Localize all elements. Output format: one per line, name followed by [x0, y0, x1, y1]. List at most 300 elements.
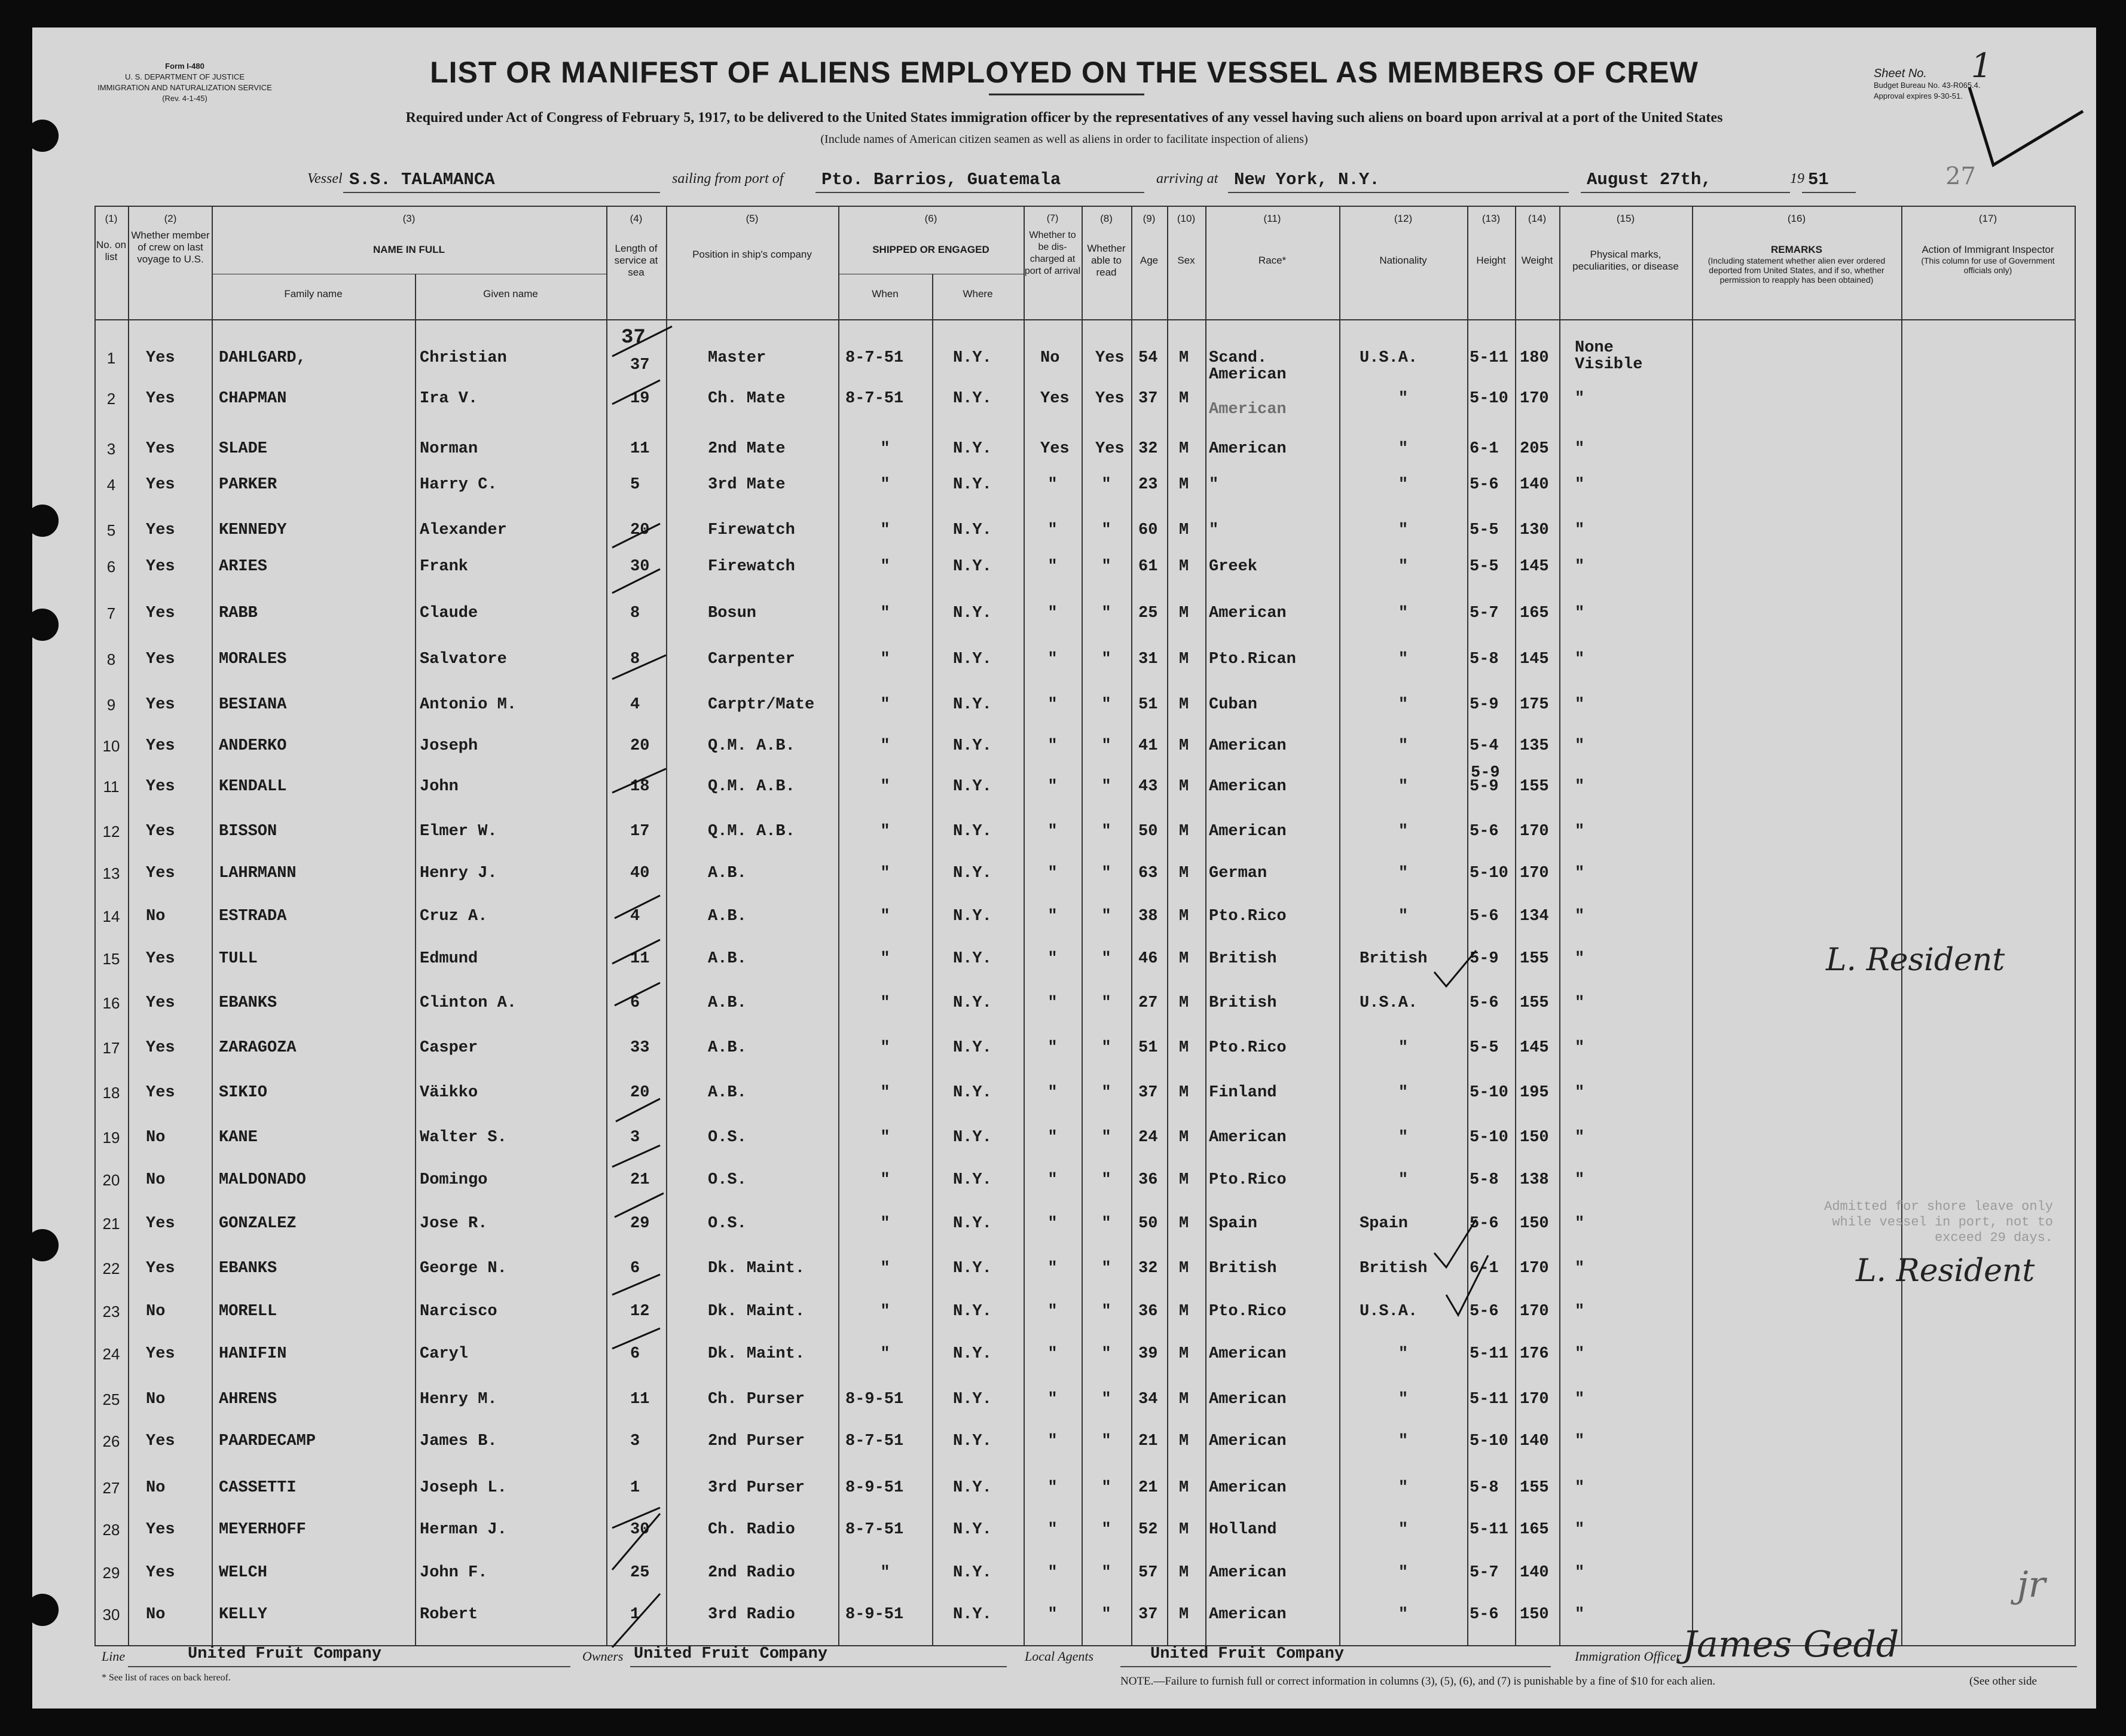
prev-voyage: Yes [146, 650, 175, 668]
length-of-service: 33 [630, 1039, 650, 1057]
discharged: " [1047, 1215, 1058, 1233]
given-name: John F. [420, 1564, 488, 1582]
race-row2-overprint: American [1209, 366, 1287, 384]
column-divider [1131, 206, 1132, 1646]
approval-expiry: Approval expires 9-30-51. [1874, 91, 1963, 100]
shipped-where: N.Y. [953, 440, 992, 458]
form-number: Form I-480 [165, 62, 204, 71]
shipped-when: " [880, 1129, 890, 1147]
position: Dk. Maint. [708, 1260, 805, 1277]
nationality: Spain [1360, 1215, 1409, 1233]
col-8-header [1082, 213, 1131, 279]
column-divider [1167, 206, 1168, 1646]
race: Greek [1209, 558, 1258, 576]
position: Ch. Mate [708, 390, 786, 408]
col-7-num: (7) [1046, 213, 1059, 224]
length-of-service: 8 [630, 650, 640, 668]
column-divider [94, 206, 96, 1646]
nationality: " [1398, 1345, 1409, 1363]
weight: 175 [1520, 696, 1549, 714]
family-name: KELLY [219, 1606, 268, 1624]
nationality: " [1398, 650, 1409, 668]
age: 51 [1138, 696, 1158, 714]
height: 5-4 [1470, 737, 1499, 755]
column-divider [1901, 206, 1902, 1646]
family-name: RABB [219, 604, 258, 622]
prev-voyage: No [146, 1390, 166, 1408]
length-of-service: 11 [630, 440, 650, 458]
owners-value: United Fruit Company [634, 1645, 828, 1663]
col-6-num: (6) [924, 213, 937, 224]
length-of-service: 1 [630, 1479, 640, 1497]
nationality: " [1398, 440, 1409, 458]
able-to-read: " [1101, 778, 1111, 796]
row-number: 18 [102, 1084, 120, 1102]
weight: 155 [1520, 994, 1549, 1012]
position: Carptr/Mate [708, 696, 815, 714]
race: American [1209, 401, 1287, 418]
sex: M [1179, 737, 1189, 755]
row-number: 30 [102, 1606, 120, 1624]
position: O.S. [708, 1171, 747, 1189]
race: Holland [1209, 1521, 1277, 1539]
discharged: " [1047, 696, 1058, 714]
sex: M [1179, 778, 1189, 796]
length-of-service: 3 [630, 1129, 640, 1147]
prev-voyage: Yes [146, 476, 175, 494]
officer-label: Immigration Officer [1575, 1649, 1681, 1664]
row-number: 13 [102, 864, 120, 882]
age: 54 [1138, 349, 1158, 367]
shipped-where: N.Y. [953, 1345, 992, 1363]
able-to-read: " [1101, 864, 1111, 882]
race: American [1209, 1129, 1287, 1147]
shipped-when: " [880, 604, 890, 622]
height: 5-7 [1470, 1564, 1499, 1582]
able-to-read: " [1101, 1606, 1111, 1624]
shipped-where: N.Y. [953, 1215, 992, 1233]
col-1-num: (1) [105, 213, 118, 224]
discharged: Yes [1040, 440, 1070, 458]
shipped-where: N.Y. [953, 823, 992, 841]
physical-marks: " [1575, 390, 1585, 408]
row-number: 6 [106, 558, 116, 576]
able-to-read: " [1101, 1084, 1111, 1102]
able-to-read: " [1101, 823, 1111, 841]
agents-value: United Fruit Company [1150, 1645, 1345, 1663]
manifest-sheet [32, 27, 2096, 1709]
row-number: 25 [102, 1390, 120, 1408]
race: Scand. [1209, 349, 1267, 367]
row-number: 2 [106, 390, 116, 408]
weight: 165 [1520, 1521, 1549, 1539]
height: 5-10 [1470, 1129, 1508, 1147]
position: Q.M. A.B. [708, 823, 795, 841]
row-number: 14 [102, 907, 120, 925]
shipped-when: " [880, 994, 890, 1012]
sex: M [1179, 1606, 1189, 1624]
race: British [1209, 994, 1277, 1012]
weight: 138 [1520, 1171, 1549, 1189]
shipped-when: " [880, 650, 890, 668]
given-name: Frank [420, 558, 469, 576]
table-top-border [94, 206, 2076, 207]
sex: M [1179, 1479, 1189, 1497]
age: 24 [1138, 1129, 1158, 1147]
weight: 170 [1520, 1303, 1549, 1321]
nationality: U.S.A. [1360, 1303, 1418, 1321]
given-name: Väikko [420, 1084, 478, 1102]
shipped-where: N.Y. [953, 476, 992, 494]
family-name: BESIANA [219, 696, 287, 714]
able-to-read: " [1101, 650, 1111, 668]
shipped-when: 8-7-51 [845, 1521, 904, 1539]
sex: M [1179, 1039, 1189, 1057]
able-to-read: " [1101, 476, 1111, 494]
family-name: ESTRADA [219, 907, 287, 925]
age: 25 [1138, 604, 1158, 622]
prev-voyage: Yes [146, 1521, 175, 1539]
discharged: " [1047, 1260, 1058, 1277]
row-number: 9 [106, 696, 116, 714]
position: Ch. Radio [708, 1521, 795, 1539]
age: 43 [1138, 778, 1158, 796]
shipped-when: " [880, 864, 890, 882]
sex: M [1179, 1215, 1189, 1233]
age: 23 [1138, 476, 1158, 494]
length-of-service: 18 [630, 778, 650, 796]
given-name: Casper [420, 1039, 478, 1057]
shipped-when: 8-9-51 [845, 1479, 904, 1497]
length-of-service: 40 [630, 864, 650, 882]
column-divider [1692, 206, 1693, 1646]
length-of-service: 37 [630, 356, 650, 374]
given-name: Walter S. [420, 1129, 507, 1147]
prev-voyage: Yes [146, 1564, 175, 1582]
col-13-header [1467, 213, 1515, 267]
nationality: " [1398, 907, 1409, 925]
column-divider [212, 206, 213, 1646]
shipped-where: N.Y. [953, 1260, 992, 1277]
col-16-header [1692, 213, 1901, 285]
row-number: 23 [102, 1303, 120, 1321]
age: 27 [1138, 994, 1158, 1012]
able-to-read: " [1101, 1521, 1111, 1539]
subtitle: Required under Act of Congress of February 5, 1917, to be delivered to the United States immigration officer by the representatives of any vessel having such aliens on board upon arrival at a port of the United States [405, 110, 1723, 126]
col-3-header [212, 213, 606, 256]
sex: M [1179, 1129, 1189, 1147]
position: 3rd Mate [708, 476, 786, 494]
family-name: SLADE [219, 440, 268, 458]
nationality: " [1398, 1521, 1409, 1539]
row-number: 21 [102, 1215, 120, 1233]
shipped-when: " [880, 1303, 890, 1321]
discharged: " [1047, 1479, 1058, 1497]
position: 2nd Purser [708, 1432, 805, 1450]
race: Pto.Rico [1209, 1039, 1287, 1057]
col-14-label: Weight [1521, 255, 1553, 266]
arrival-port: New York, N.Y. [1234, 170, 1380, 190]
physical-marks: " [1575, 1171, 1585, 1189]
age: 61 [1138, 558, 1158, 576]
length-of-service: 21 [630, 1171, 650, 1189]
sex: M [1179, 1303, 1189, 1321]
col-13-num: (13) [1482, 213, 1501, 224]
line-label: Line [102, 1649, 126, 1664]
height: 6-1 [1470, 440, 1499, 458]
col-2-header [129, 213, 212, 265]
vessel-name: S.S. TALAMANCA [349, 170, 495, 190]
shipped-where: N.Y. [953, 521, 992, 539]
sex: M [1179, 349, 1189, 367]
age: 31 [1138, 650, 1158, 668]
nationality: British [1360, 1260, 1428, 1277]
length-of-service: 20 [630, 737, 650, 755]
family-name: LAHRMANN [219, 864, 297, 882]
weight: 150 [1520, 1606, 1549, 1624]
length-of-service: 17 [630, 823, 650, 841]
discharged: " [1047, 1171, 1058, 1189]
nationality: " [1398, 1564, 1409, 1582]
sex: M [1179, 521, 1189, 539]
arriving-label: arriving at [1156, 171, 1218, 187]
column-divider [1559, 206, 1560, 1646]
header-bottom-border [94, 319, 2076, 320]
shipped-where: N.Y. [953, 950, 992, 968]
col-11-header [1205, 213, 1339, 267]
able-to-read: " [1101, 1171, 1111, 1189]
prev-voyage: Yes [146, 1084, 175, 1102]
row-number: 19 [102, 1129, 120, 1147]
col-2-label: Whether member of crew on last voyage to U.S. [131, 230, 210, 265]
shipped-when: " [880, 696, 890, 714]
physical-marks: " [1575, 521, 1585, 539]
race: American [1209, 1479, 1287, 1497]
col-9-num: (9) [1143, 213, 1156, 224]
sex: M [1179, 907, 1189, 925]
family-name: PAARDECAMP [219, 1432, 316, 1450]
discharged: " [1047, 650, 1058, 668]
race: American [1209, 737, 1287, 755]
weight: 165 [1520, 604, 1549, 622]
row-number: 10 [102, 737, 120, 755]
nationality: " [1398, 604, 1409, 622]
race: American [1209, 1606, 1287, 1624]
prev-voyage: Yes [146, 440, 175, 458]
shipped-when: 8-9-51 [845, 1390, 904, 1408]
physical-marks: " [1575, 864, 1585, 882]
nationality: " [1398, 1390, 1409, 1408]
given-name: James B. [420, 1432, 497, 1450]
column-divider [1205, 206, 1206, 1646]
length-of-service: 11 [630, 1390, 650, 1408]
discharged: " [1047, 1039, 1058, 1057]
physical-marks: " [1575, 1260, 1585, 1277]
col-16-note: (Including statement whether alien ever ordered deported from United States, and if so, whether permission to reapply has been obtained) [1707, 256, 1886, 285]
row-number: 29 [102, 1564, 120, 1582]
col-5-header [666, 213, 838, 261]
height: 5-6 [1470, 476, 1499, 494]
given-name: Domingo [420, 1171, 488, 1189]
col-14-header [1515, 213, 1559, 267]
position: A.B. [708, 907, 747, 925]
column-divider [2075, 206, 2076, 1646]
length-of-service: 8 [630, 604, 640, 622]
family-name: PARKER [219, 476, 277, 494]
shipped-where: N.Y. [953, 1564, 992, 1582]
weight: 150 [1520, 1215, 1549, 1233]
row-number: 27 [102, 1479, 120, 1497]
physical-marks: " [1575, 950, 1585, 968]
row-number: 11 [103, 778, 120, 796]
race: British [1209, 1260, 1277, 1277]
length-of-service: 20 [630, 1084, 650, 1102]
position: 2nd Mate [708, 440, 786, 458]
sex: M [1179, 823, 1189, 841]
age: 51 [1138, 1039, 1158, 1057]
given-name: Joseph [420, 737, 478, 755]
age: 60 [1138, 521, 1158, 539]
position: A.B. [708, 1039, 747, 1057]
col-2-num: (2) [164, 213, 177, 224]
sex: M [1179, 558, 1189, 576]
physical-marks: " [1575, 907, 1585, 925]
sex: M [1179, 1432, 1189, 1450]
shipped-where: N.Y. [953, 1303, 992, 1321]
shipped-when: " [880, 1345, 890, 1363]
position: Dk. Maint. [708, 1303, 805, 1321]
row-number: 17 [102, 1039, 120, 1057]
able-to-read: " [1101, 1479, 1111, 1497]
row-number: 26 [102, 1432, 120, 1450]
race: American [1209, 440, 1287, 458]
prev-voyage: Yes [146, 1039, 175, 1057]
age: 37 [1138, 1084, 1158, 1102]
height: 5-6 [1470, 1303, 1499, 1321]
shipped-where: N.Y. [953, 1521, 992, 1539]
penalty-note: NOTE.—Failure to furnish full or correct information in columns (3), (5), (6), and (7) is punishable by a fine of $10 for each alien. [1120, 1675, 1716, 1688]
nationality: " [1398, 390, 1409, 408]
nationality: " [1398, 696, 1409, 714]
revision: (Rev. 4-1-45) [162, 94, 207, 103]
length-of-service: 4 [630, 696, 640, 714]
nationality: British [1360, 950, 1428, 968]
discharged: " [1047, 1390, 1058, 1408]
position: 3rd Radio [708, 1606, 795, 1624]
col-15-header [1559, 213, 1692, 273]
position: 2nd Radio [708, 1564, 795, 1582]
column-divider [838, 206, 839, 1646]
height: 5-5 [1470, 1039, 1499, 1057]
column-divider [128, 206, 129, 1646]
col-13-label: Height [1476, 255, 1506, 266]
weight: 155 [1520, 1479, 1549, 1497]
length-of-service: 3 [630, 1432, 640, 1450]
discharged: Yes [1040, 390, 1070, 408]
given-name: Cruz A. [420, 907, 488, 925]
checkmark-icon [1431, 948, 1479, 990]
height: 5-8 [1470, 1479, 1499, 1497]
row-number: 22 [102, 1260, 120, 1277]
family-name: AHRENS [219, 1390, 277, 1408]
given-name: Elmer W. [420, 823, 497, 841]
length-of-service: 20 [630, 521, 650, 539]
given-name: George N. [420, 1260, 507, 1277]
shipped-where: N.Y. [953, 349, 992, 367]
family-name: ZARAGOZA [219, 1039, 297, 1057]
given-name: Edmund [420, 950, 478, 968]
weight: 130 [1520, 521, 1549, 539]
col-9-label: Age [1140, 255, 1159, 266]
physical-marks: " [1575, 1039, 1585, 1057]
column-divider [1339, 206, 1340, 1646]
height: 5-9 [1470, 696, 1499, 714]
discharged: " [1047, 950, 1058, 968]
row-number: 16 [102, 994, 120, 1012]
family-name: CASSETTI [219, 1479, 297, 1497]
sex: M [1179, 1564, 1189, 1582]
sheet-label: Sheet No. [1874, 67, 1927, 80]
weight: 180 [1520, 349, 1549, 367]
able-to-read: " [1101, 1215, 1111, 1233]
length-of-service: 1 [630, 1606, 640, 1624]
discharged: " [1047, 907, 1058, 925]
discharged: " [1047, 994, 1058, 1012]
col-17-num: (17) [1978, 213, 1997, 224]
page-title: LIST OR MANIFEST OF ALIENS EMPLOYED ON THE VESSEL AS MEMBERS OF CREW [430, 56, 1699, 89]
col-17-header [1901, 213, 2075, 275]
see-other-side: (See other side [1969, 1675, 2037, 1688]
able-to-read: Yes [1095, 440, 1125, 458]
weight: 145 [1520, 1039, 1549, 1057]
age: 50 [1138, 823, 1158, 841]
weight: 170 [1520, 390, 1549, 408]
sex: M [1179, 696, 1189, 714]
shipped-where: N.Y. [953, 1432, 992, 1450]
shipped-where: N.Y. [953, 778, 992, 796]
row-number: 8 [106, 650, 116, 668]
given-name: Herman J. [420, 1521, 507, 1539]
col-5-label: Position in ship's company [692, 249, 812, 260]
discharged: " [1047, 1303, 1058, 1321]
shipped-where: N.Y. [953, 1390, 992, 1408]
height: 5-6 [1470, 994, 1499, 1012]
family-name: HANIFIN [219, 1345, 287, 1363]
col-11-label: Race* [1258, 255, 1287, 266]
shipped-when: " [880, 737, 890, 755]
shipped-where: N.Y. [953, 1084, 992, 1102]
shipped-where: N.Y. [953, 390, 992, 408]
able-to-read: " [1101, 1390, 1111, 1408]
shipped-when: " [880, 1215, 890, 1233]
page-mark: 27 [1945, 163, 1976, 190]
physical-marks: " [1575, 823, 1585, 841]
row-number: 7 [106, 604, 116, 622]
family-name: MORALES [219, 650, 287, 668]
shipped-when: 8-9-51 [845, 1606, 904, 1624]
sex: M [1179, 1390, 1189, 1408]
race: American [1209, 1345, 1287, 1363]
family-name: EBANKS [219, 1260, 277, 1277]
race: Spain [1209, 1215, 1258, 1233]
col-3-num: (3) [402, 213, 416, 224]
family-name: MEYERHOFF [219, 1521, 306, 1539]
given-name: Robert [420, 1606, 478, 1624]
punch-hole [26, 505, 59, 537]
position: A.B. [708, 950, 747, 968]
family-name: KENNEDY [219, 521, 287, 539]
able-to-read: " [1101, 1303, 1111, 1321]
